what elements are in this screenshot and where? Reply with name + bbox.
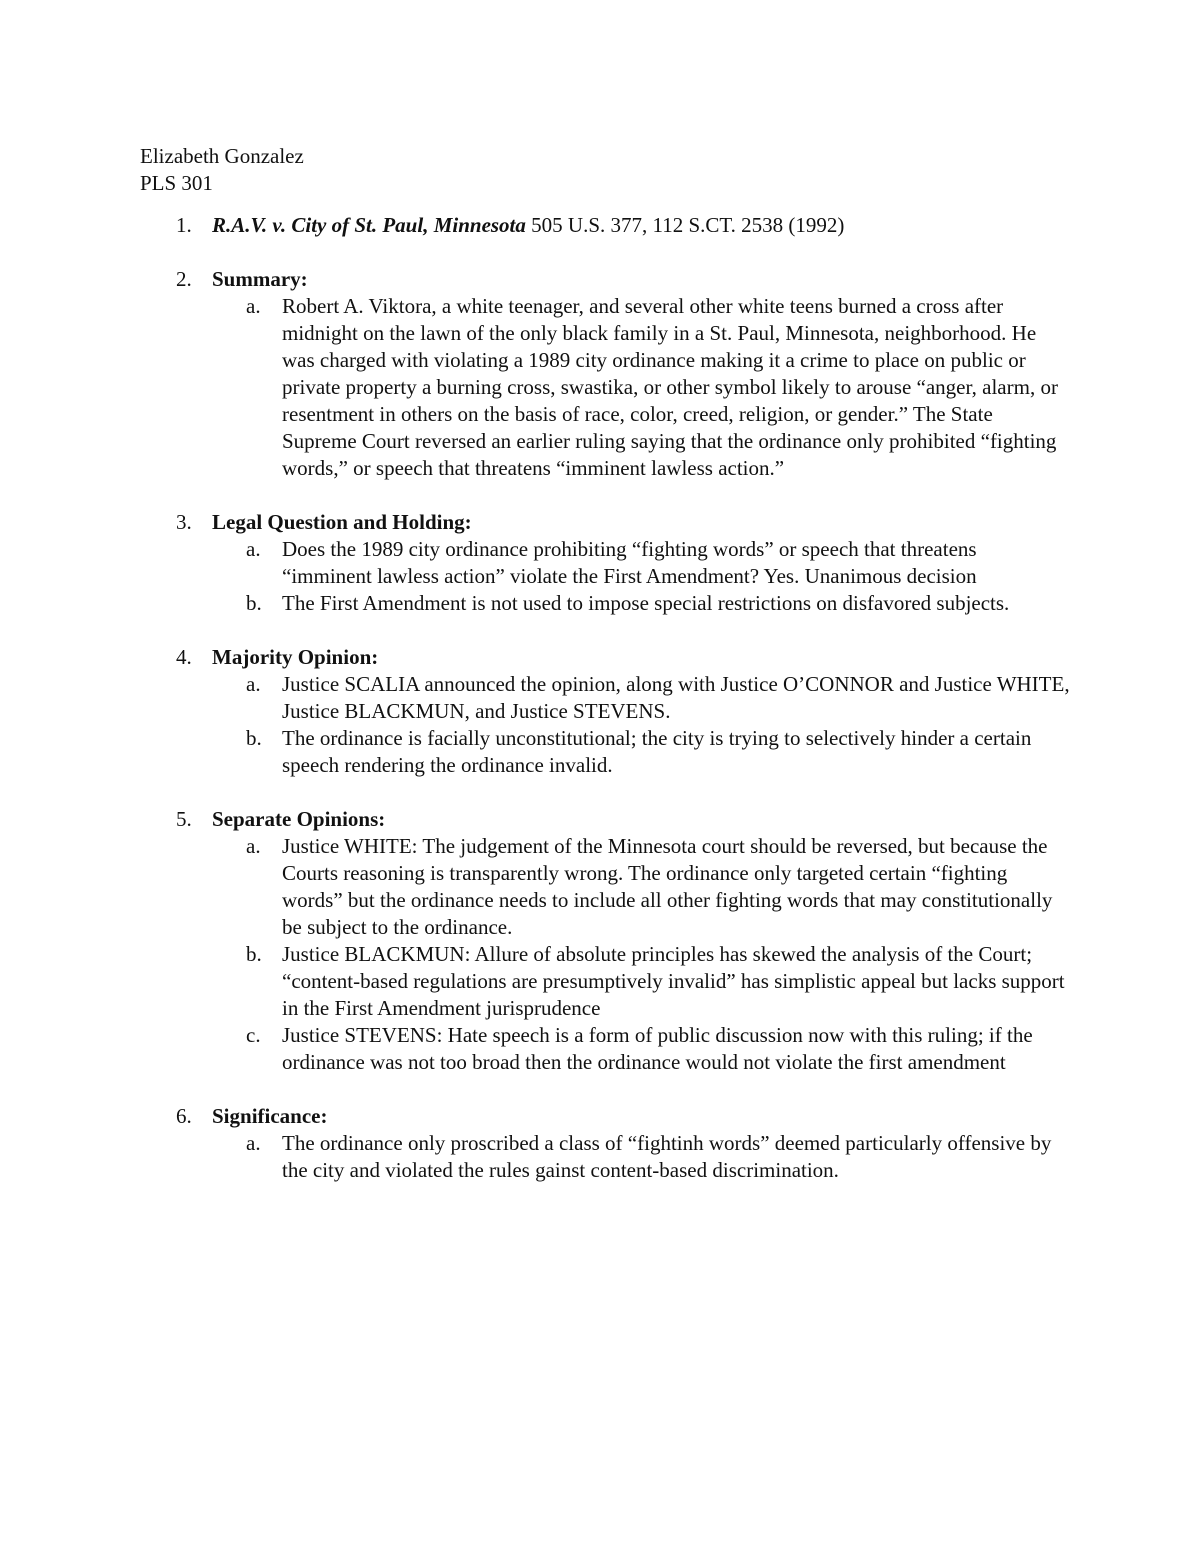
- list-item: [212, 536, 1070, 590]
- section-significance: [140, 1103, 1070, 1184]
- section-title: Separate Opinions:: [212, 807, 386, 831]
- author-name: Elizabeth Gonzalez: [140, 144, 304, 168]
- section-title: Significance:: [212, 1104, 328, 1128]
- list-item: [212, 1130, 1070, 1184]
- document-header: [140, 143, 304, 197]
- case-citation: 505 U.S. 377, 112 S.CT. 2538 (1992): [525, 213, 845, 237]
- list-item: [212, 1022, 1070, 1076]
- item-number: 6.: [176, 1104, 192, 1128]
- list-item-text: Justice STEVENS: Hate speech is a form of public discussion now with this ruling; if the ordinance was not too broad then the ordinance would not violate the first amendment: [282, 1023, 1033, 1074]
- item-number: 3.: [176, 510, 192, 534]
- list-item: [212, 941, 1070, 1022]
- list-item-letter: a.: [246, 1131, 261, 1155]
- item-number: 4.: [176, 645, 192, 669]
- section-list: [212, 833, 1070, 1076]
- list-item-letter: c.: [246, 1023, 261, 1047]
- list-item-text: Justice SCALIA announced the opinion, along with Justice O’CONNOR and Justice WHITE, Justice BLACKMUN, and Justice STEVENS.: [282, 672, 1070, 723]
- list-item: [212, 590, 1070, 617]
- case-brief: [140, 212, 1070, 1211]
- section-majority-opinion: [140, 644, 1070, 779]
- section-separate-opinions: [140, 806, 1070, 1076]
- section-summary: [140, 266, 1070, 482]
- list-item-text: Does the 1989 city ordinance prohibiting “fighting words” or speech that threatens “imminent lawless action” violate the First Amendment? Yes. Unanimous decision: [282, 537, 977, 588]
- section-list: [212, 293, 1070, 482]
- list-item-letter: b.: [246, 591, 262, 615]
- section-title: Summary:: [212, 267, 308, 291]
- item-number: 1.: [176, 213, 192, 237]
- list-item: [212, 293, 1070, 482]
- list-item-letter: a.: [246, 294, 261, 318]
- section-list: [212, 1130, 1070, 1184]
- case-citation-item: [140, 212, 1070, 239]
- item-number: 2.: [176, 267, 192, 291]
- list-item-letter: b.: [246, 726, 262, 750]
- list-item-text: The ordinance only proscribed a class of “fightinh words” deemed particularly offensive by the city and violated the rules gainst content-based discrimination.: [282, 1131, 1052, 1182]
- section-list: [212, 671, 1070, 779]
- list-item-text: Justice WHITE: The judgement of the Minnesota court should be reversed, but because the Courts reasoning is transparently wrong. The ordinance only targeted certain “fighting words” but the ordinance needs to include all other fighting words that may constitutionally be subject to the ordinance.: [282, 834, 1053, 939]
- list-item-text: Justice BLACKMUN: Allure of absolute principles has skewed the analysis of the Court; “content-based regulations are presumptively invalid” has simplistic appeal but lacks support in the First Amendment jurisprudence: [282, 942, 1065, 1020]
- list-item-letter: a.: [246, 834, 261, 858]
- list-item: [212, 833, 1070, 941]
- list-item-letter: a.: [246, 537, 261, 561]
- list-item-text: The First Amendment is not used to impose special restrictions on disfavored subjects.: [282, 591, 1010, 615]
- list-item-text: Robert A. Viktora, a white teenager, and several other white teens burned a cross after midnight on the lawn of the only black family in a St. Paul, Minnesota, neighborhood. He was charged with violating a 1989 city ordinance making it a crime to place on public or private property a burning cross, swastika, or other symbol likely to arouse “anger, alarm, or resentment in others on the basis of race, color, creed, religion, or gender.” The State Supreme Court reversed an earlier ruling saying that the ordinance only prohibited “fighting words,” or speech that threatens “imminent lawless action.”: [282, 294, 1058, 480]
- section-title: Majority Opinion:: [212, 645, 379, 669]
- section-legal-question: [140, 509, 1070, 617]
- list-item: [212, 725, 1070, 779]
- course-code: PLS 301: [140, 171, 213, 195]
- list-item: [212, 671, 1070, 725]
- case-name: R.A.V. v. City of St. Paul, Minnesota: [212, 213, 526, 237]
- list-item-letter: a.: [246, 672, 261, 696]
- section-title: Legal Question and Holding:: [212, 510, 472, 534]
- list-item-letter: b.: [246, 942, 262, 966]
- section-list: [212, 536, 1070, 617]
- item-number: 5.: [176, 807, 192, 831]
- list-item-text: The ordinance is facially unconstitutional; the city is trying to selectively hinder a certain speech rendering the ordinance invalid.: [282, 726, 1032, 777]
